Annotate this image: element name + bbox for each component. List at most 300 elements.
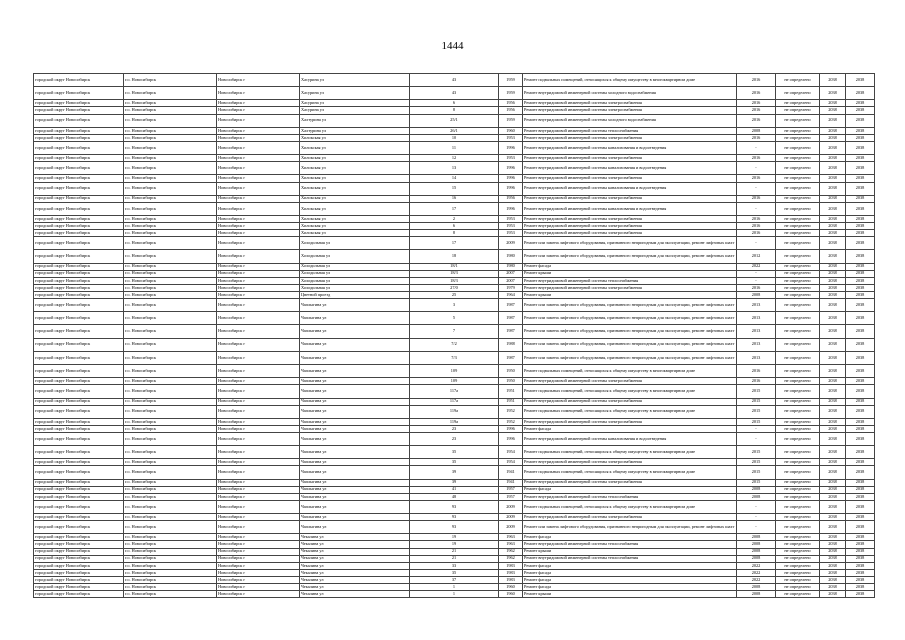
house-number-cell: 25/1: [410, 114, 499, 127]
cost-cell: не определено: [776, 432, 820, 445]
street-cell: Хасурина ул: [300, 100, 410, 107]
city-district-cell: г.о. Новосибирск: [124, 405, 217, 418]
street-cell: Чекалина ул: [300, 548, 410, 555]
settlement-cell: Новосибирск г: [217, 230, 300, 237]
street-cell: Хилокская ул: [300, 175, 410, 182]
plan-end-cell: 2038: [846, 534, 875, 541]
street-cell: Чаплыгина ул: [300, 514, 410, 521]
house-number-cell: 21: [410, 555, 499, 562]
cost-cell: не определено: [776, 500, 820, 513]
plan-start-cell: 2038: [820, 425, 846, 432]
street-cell: Чаплыгина ул: [300, 378, 410, 385]
cost-cell: не определено: [776, 562, 820, 569]
cost-cell: не определено: [776, 555, 820, 562]
last-repair-year-cell: 2016: [737, 134, 776, 141]
plan-start-cell: 2038: [820, 432, 846, 445]
year-built-cell: 1996: [499, 175, 523, 182]
municipality-cell: городской округ Новосибирск: [34, 576, 124, 583]
plan-start-cell: 2038: [820, 576, 846, 583]
house-number-cell: 39: [410, 466, 499, 479]
plan-end-cell: 2038: [846, 325, 875, 338]
plan-end-cell: 2038: [846, 398, 875, 405]
last-repair-year-cell: 2008: [737, 548, 776, 555]
table-row: [34, 114, 875, 127]
municipality-cell: городской округ Новосибирск: [34, 292, 124, 299]
plan-end-cell: 2038: [846, 425, 875, 432]
table-row: [34, 223, 875, 230]
work-type-cell: Ремонт подвальных помещений, относящихся к общему имуществу в многоквартирном доме: [523, 466, 737, 479]
city-district-cell: г.о. Новосибирск: [124, 292, 217, 299]
settlement-cell: Новосибирск г: [217, 237, 300, 250]
municipality-cell: городской округ Новосибирск: [34, 230, 124, 237]
house-number-cell: 23: [410, 432, 499, 445]
work-type-cell: Ремонт крыши: [523, 548, 737, 555]
street-cell: Чекалина ул: [300, 541, 410, 548]
last-repair-year-cell: 2016: [737, 175, 776, 182]
house-number-cell: 8: [410, 107, 499, 114]
municipality-cell: городской округ Новосибирск: [34, 74, 124, 87]
last-repair-year-cell: 2015: [737, 479, 776, 486]
year-built-cell: 1956: [499, 100, 523, 107]
street-cell: Чаплыгина ул: [300, 432, 410, 445]
settlement-cell: Новосибирск г: [217, 74, 300, 87]
city-district-cell: г.о. Новосибирск: [124, 446, 217, 459]
plan-end-cell: 2038: [846, 87, 875, 100]
cost-cell: не определено: [776, 514, 820, 521]
settlement-cell: Новосибирск г: [217, 263, 300, 270]
street-cell: Хилокская ул: [300, 182, 410, 195]
table-row: [34, 299, 875, 312]
plan-end-cell: 2038: [846, 569, 875, 576]
street-cell: Чекалина ул: [300, 576, 410, 583]
table-row: [34, 569, 875, 576]
street-cell: Холодильная ул: [300, 277, 410, 284]
cost-cell: не определено: [776, 141, 820, 154]
settlement-cell: Новосибирск г: [217, 576, 300, 583]
plan-start-cell: 2038: [820, 365, 846, 378]
last-repair-year-cell: -: [737, 270, 776, 277]
year-built-cell: 1979: [499, 284, 523, 291]
plan-start-cell: 2038: [820, 237, 846, 250]
settlement-cell: Новосибирск г: [217, 134, 300, 141]
cost-cell: не определено: [776, 398, 820, 405]
street-cell: Хилокская ул: [300, 215, 410, 222]
table-row: [34, 292, 875, 299]
settlement-cell: Новосибирск г: [217, 182, 300, 195]
table-row: [34, 215, 875, 222]
work-type-cell: Ремонт подвальных помещений, относящихся к общему имуществу в многоквартирном доме: [523, 74, 737, 87]
house-number-cell: 35: [410, 569, 499, 576]
settlement-cell: Новосибирск г: [217, 486, 300, 493]
plan-end-cell: 2038: [846, 230, 875, 237]
plan-start-cell: 2038: [820, 541, 846, 548]
city-district-cell: г.о. Новосибирск: [124, 459, 217, 466]
city-district-cell: г.о. Новосибирск: [124, 534, 217, 541]
city-district-cell: г.о. Новосибирск: [124, 202, 217, 215]
house-number-cell: 35: [410, 446, 499, 459]
cost-cell: не определено: [776, 591, 820, 598]
last-repair-year-cell: -: [737, 425, 776, 432]
last-repair-year-cell: 2016: [737, 87, 776, 100]
year-built-cell: 2009: [499, 237, 523, 250]
municipality-cell: городской округ Новосибирск: [34, 459, 124, 466]
city-district-cell: г.о. Новосибирск: [124, 562, 217, 569]
work-type-cell: Ремонт внутридомовой инженерной системы электроснабжения: [523, 134, 737, 141]
municipality-cell: городской округ Новосибирск: [34, 127, 124, 134]
plan-start-cell: 2038: [820, 493, 846, 500]
plan-end-cell: 2038: [846, 100, 875, 107]
municipality-cell: городской округ Новосибирск: [34, 114, 124, 127]
work-type-cell: Ремонт внутридомовой инженерной системы электроснабжения: [523, 459, 737, 466]
settlement-cell: Новосибирск г: [217, 292, 300, 299]
cost-cell: не определено: [776, 202, 820, 215]
municipality-cell: городской округ Новосибирск: [34, 466, 124, 479]
last-repair-year-cell: 2013: [737, 325, 776, 338]
settlement-cell: Новосибирск г: [217, 195, 300, 202]
cost-cell: не определено: [776, 107, 820, 114]
work-type-cell: Ремонт внутридомовой инженерной системы канализования и водоотведения: [523, 162, 737, 175]
year-built-cell: 1980: [499, 250, 523, 263]
work-type-cell: Ремонт внутридомовой инженерной системы канализования и водоотведения: [523, 182, 737, 195]
house-number-cell: 117а: [410, 385, 499, 398]
last-repair-year-cell: -: [737, 521, 776, 534]
last-repair-year-cell: 2016: [737, 284, 776, 291]
last-repair-year-cell: 2008: [737, 486, 776, 493]
street-cell: Холодильная ул: [300, 263, 410, 270]
table-row: [34, 237, 875, 250]
plan-start-cell: 2038: [820, 74, 846, 87]
plan-end-cell: 2038: [846, 351, 875, 364]
settlement-cell: Новосибирск г: [217, 562, 300, 569]
house-number-cell: 33: [410, 562, 499, 569]
table-row: [34, 338, 875, 351]
municipality-cell: городской округ Новосибирск: [34, 155, 124, 162]
settlement-cell: Новосибирск г: [217, 141, 300, 154]
year-built-cell: 2007: [499, 277, 523, 284]
cost-cell: не определено: [776, 100, 820, 107]
plan-end-cell: 2038: [846, 127, 875, 134]
city-district-cell: г.о. Новосибирск: [124, 418, 217, 425]
last-repair-year-cell: 2008: [737, 493, 776, 500]
last-repair-year-cell: -: [737, 277, 776, 284]
street-cell: Холодильная ул: [300, 284, 410, 291]
street-cell: Чаплыгина ул: [300, 425, 410, 432]
year-built-cell: 2009: [499, 521, 523, 534]
plan-end-cell: 2038: [846, 141, 875, 154]
plan-start-cell: 2038: [820, 162, 846, 175]
settlement-cell: Новосибирск г: [217, 250, 300, 263]
house-number-cell: 119а: [410, 405, 499, 418]
city-district-cell: г.о. Новосибирск: [124, 555, 217, 562]
street-cell: Чаплыгина ул: [300, 312, 410, 325]
plan-start-cell: 2038: [820, 127, 846, 134]
work-type-cell: Ремонт или замена лифтового оборудования, признанного непригодным для эксплуатации, ремонт лифтовых шахт: [523, 312, 737, 325]
plan-end-cell: 2038: [846, 312, 875, 325]
city-district-cell: г.о. Новосибирск: [124, 432, 217, 445]
plan-start-cell: 2038: [820, 385, 846, 398]
house-number-cell: 7/3: [410, 351, 499, 364]
cost-cell: не определено: [776, 155, 820, 162]
work-type-cell: Ремонт внутридомовой инженерной системы канализования и водоотведения: [523, 432, 737, 445]
last-repair-year-cell: 2008: [737, 584, 776, 591]
table-row: [34, 446, 875, 459]
work-type-cell: Ремонт внутридомовой инженерной системы электроснабжения: [523, 155, 737, 162]
work-type-cell: Ремонт фасада: [523, 486, 737, 493]
last-repair-year-cell: 2016: [737, 155, 776, 162]
city-district-cell: г.о. Новосибирск: [124, 541, 217, 548]
settlement-cell: Новосибирск г: [217, 385, 300, 398]
municipality-cell: городской округ Новосибирск: [34, 182, 124, 195]
cost-cell: не определено: [776, 162, 820, 175]
house-number-cell: 17: [410, 237, 499, 250]
table-row: [34, 555, 875, 562]
house-number-cell: 15: [410, 182, 499, 195]
table-row: [34, 365, 875, 378]
city-district-cell: г.о. Новосибирск: [124, 230, 217, 237]
work-type-cell: Ремонт внутридомовой инженерной системы электроснабжения: [523, 284, 737, 291]
street-cell: Хилокская ул: [300, 155, 410, 162]
last-repair-year-cell: -: [737, 500, 776, 513]
plan-end-cell: 2038: [846, 446, 875, 459]
table-row: [34, 548, 875, 555]
year-built-cell: 1953: [499, 223, 523, 230]
settlement-cell: Новосибирск г: [217, 162, 300, 175]
municipality-cell: городской округ Новосибирск: [34, 569, 124, 576]
table-row: [34, 134, 875, 141]
settlement-cell: Новосибирск г: [217, 569, 300, 576]
last-repair-year-cell: -: [737, 432, 776, 445]
year-built-cell: 1952: [499, 405, 523, 418]
city-district-cell: г.о. Новосибирск: [124, 215, 217, 222]
work-type-cell: Ремонт или замена лифтового оборудования, признанного непригодным для эксплуатации, ремонт лифтовых шахт: [523, 351, 737, 364]
table-row: [34, 541, 875, 548]
plan-start-cell: 2038: [820, 514, 846, 521]
work-type-cell: Ремонт внутридомовой инженерной системы канализования и водоотведения: [523, 202, 737, 215]
last-repair-year-cell: 2016: [737, 114, 776, 127]
house-number-cell: 7/2: [410, 338, 499, 351]
plan-end-cell: 2038: [846, 338, 875, 351]
cost-cell: не определено: [776, 325, 820, 338]
last-repair-year-cell: 2016: [737, 378, 776, 385]
street-cell: Чекалина ул: [300, 562, 410, 569]
settlement-cell: Новосибирск г: [217, 100, 300, 107]
plan-start-cell: 2038: [820, 107, 846, 114]
city-district-cell: г.о. Новосибирск: [124, 466, 217, 479]
city-district-cell: г.о. Новосибирск: [124, 195, 217, 202]
year-built-cell: 1957: [499, 493, 523, 500]
cost-cell: не определено: [776, 351, 820, 364]
last-repair-year-cell: 2022: [737, 263, 776, 270]
year-built-cell: 1959: [499, 74, 523, 87]
street-cell: Чаплыгина ул: [300, 521, 410, 534]
street-cell: Чаплыгина ул: [300, 493, 410, 500]
plan-end-cell: 2038: [846, 299, 875, 312]
last-repair-year-cell: 2016: [737, 215, 776, 222]
table-row: [34, 325, 875, 338]
municipality-cell: городской округ Новосибирск: [34, 425, 124, 432]
table-row: [34, 263, 875, 270]
table-row: [34, 100, 875, 107]
municipality-cell: городской округ Новосибирск: [34, 107, 124, 114]
last-repair-year-cell: 2015: [737, 446, 776, 459]
house-number-cell: 6: [410, 223, 499, 230]
plan-end-cell: 2038: [846, 541, 875, 548]
work-type-cell: Ремонт внутридомовой инженерной системы электроснабжения: [523, 378, 737, 385]
table-row: [34, 202, 875, 215]
city-district-cell: г.о. Новосибирск: [124, 479, 217, 486]
year-built-cell: 1953: [499, 155, 523, 162]
work-type-cell: Ремонт фасада: [523, 562, 737, 569]
work-type-cell: Ремонт внутридомовой инженерной системы канализования и водоотведения: [523, 141, 737, 154]
house-number-cell: 37: [410, 576, 499, 583]
street-cell: Чаплыгина ул: [300, 351, 410, 364]
cost-cell: не определено: [776, 405, 820, 418]
plan-start-cell: 2038: [820, 584, 846, 591]
house-number-cell: 3: [410, 299, 499, 312]
house-number-cell: 109: [410, 365, 499, 378]
work-type-cell: Ремонт или замена лифтового оборудования, признанного непригодным для эксплуатации, ремонт лифтовых шахт: [523, 338, 737, 351]
street-cell: Холодильная ул: [300, 270, 410, 277]
house-number-cell: 19: [410, 534, 499, 541]
work-type-cell: Ремонт внутридомовой инженерной системы теплоснабжения: [523, 493, 737, 500]
municipality-cell: городской округ Новосибирск: [34, 405, 124, 418]
house-number-cell: 27/0: [410, 284, 499, 291]
year-built-cell: 1941: [499, 479, 523, 486]
plan-start-cell: 2038: [820, 534, 846, 541]
municipality-cell: городской округ Новосибирск: [34, 486, 124, 493]
work-type-cell: Ремонт фасада: [523, 263, 737, 270]
plan-start-cell: 2038: [820, 223, 846, 230]
last-repair-year-cell: 2016: [737, 195, 776, 202]
plan-start-cell: 2038: [820, 418, 846, 425]
city-district-cell: г.о. Новосибирск: [124, 237, 217, 250]
settlement-cell: Новосибирск г: [217, 398, 300, 405]
settlement-cell: Новосибирск г: [217, 284, 300, 291]
plan-start-cell: 2038: [820, 134, 846, 141]
table-row: [34, 74, 875, 87]
cost-cell: не определено: [776, 87, 820, 100]
city-district-cell: г.о. Новосибирск: [124, 500, 217, 513]
street-cell: Хилокская ул: [300, 195, 410, 202]
table-row: [34, 195, 875, 202]
work-type-cell: Ремонт подвальных помещений, относящихся к общему имуществу в многоквартирном доме: [523, 446, 737, 459]
plan-end-cell: 2038: [846, 277, 875, 284]
plan-start-cell: 2038: [820, 299, 846, 312]
cost-cell: не определено: [776, 576, 820, 583]
municipality-cell: городской округ Новосибирск: [34, 338, 124, 351]
table-row: [34, 459, 875, 466]
settlement-cell: Новосибирск г: [217, 114, 300, 127]
plan-end-cell: 2038: [846, 250, 875, 263]
cost-cell: не определено: [776, 385, 820, 398]
last-repair-year-cell: 2008: [737, 534, 776, 541]
plan-start-cell: 2038: [820, 155, 846, 162]
plan-end-cell: 2038: [846, 576, 875, 583]
house-number-cell: 18/1: [410, 263, 499, 270]
municipality-cell: городской округ Новосибирск: [34, 223, 124, 230]
street-cell: Чаплыгина ул: [300, 418, 410, 425]
settlement-cell: Новосибирск г: [217, 500, 300, 513]
street-cell: Чаплыгина ул: [300, 486, 410, 493]
settlement-cell: Новосибирск г: [217, 365, 300, 378]
municipality-cell: городской округ Новосибирск: [34, 100, 124, 107]
municipality-cell: городской округ Новосибирск: [34, 562, 124, 569]
year-built-cell: 1960: [499, 591, 523, 598]
street-cell: Хилокская ул: [300, 202, 410, 215]
last-repair-year-cell: 2008: [737, 292, 776, 299]
table-row: [34, 230, 875, 237]
city-district-cell: г.о. Новосибирск: [124, 107, 217, 114]
municipality-cell: городской округ Новосибирск: [34, 555, 124, 562]
house-number-cell: 6: [410, 100, 499, 107]
street-cell: Хилокская ул: [300, 223, 410, 230]
municipality-cell: городской округ Новосибирск: [34, 591, 124, 598]
work-type-cell: Ремонт крыши: [523, 270, 737, 277]
house-number-cell: 41: [410, 486, 499, 493]
table-row: [34, 398, 875, 405]
house-number-cell: 16: [410, 195, 499, 202]
work-type-cell: Ремонт подвальных помещений, относящихся к общему имуществу в многоквартирном доме: [523, 405, 737, 418]
plan-start-cell: 2038: [820, 398, 846, 405]
cost-cell: не определено: [776, 299, 820, 312]
cost-cell: не определено: [776, 215, 820, 222]
plan-start-cell: 2038: [820, 312, 846, 325]
settlement-cell: Новосибирск г: [217, 312, 300, 325]
settlement-cell: Новосибирск г: [217, 325, 300, 338]
cost-cell: не определено: [776, 127, 820, 134]
plan-start-cell: 2038: [820, 466, 846, 479]
plan-end-cell: 2038: [846, 493, 875, 500]
table-row: [34, 562, 875, 569]
work-type-cell: Ремонт внутридомовой инженерной системы электроснабжения: [523, 107, 737, 114]
street-cell: Чаплыгина ул: [300, 325, 410, 338]
table-row: [34, 351, 875, 364]
plan-end-cell: 2038: [846, 270, 875, 277]
city-district-cell: г.о. Новосибирск: [124, 365, 217, 378]
plan-start-cell: 2038: [820, 555, 846, 562]
municipality-cell: городской округ Новосибирск: [34, 479, 124, 486]
cost-cell: не определено: [776, 74, 820, 87]
street-cell: Чаплыгина ул: [300, 338, 410, 351]
street-cell: Цветной проезд: [300, 292, 410, 299]
work-type-cell: Ремонт внутридомовой инженерной системы теплоснабжения: [523, 127, 737, 134]
city-district-cell: г.о. Новосибирск: [124, 127, 217, 134]
plan-start-cell: 2038: [820, 87, 846, 100]
plan-end-cell: 2038: [846, 405, 875, 418]
settlement-cell: Новосибирск г: [217, 215, 300, 222]
street-cell: Чекалина ул: [300, 584, 410, 591]
plan-end-cell: 2038: [846, 378, 875, 385]
table-row: [34, 500, 875, 513]
plan-start-cell: 2038: [820, 486, 846, 493]
cost-cell: не определено: [776, 312, 820, 325]
table-row: [34, 162, 875, 175]
city-district-cell: г.о. Новосибирск: [124, 425, 217, 432]
year-built-cell: 1996: [499, 182, 523, 195]
plan-end-cell: 2038: [846, 223, 875, 230]
cost-cell: не определено: [776, 284, 820, 291]
city-district-cell: г.о. Новосибирск: [124, 114, 217, 127]
house-number-cell: 93: [410, 514, 499, 521]
plan-end-cell: 2038: [846, 74, 875, 87]
settlement-cell: Новосибирск г: [217, 493, 300, 500]
plan-start-cell: 2038: [820, 263, 846, 270]
city-district-cell: г.о. Новосибирск: [124, 182, 217, 195]
city-district-cell: г.о. Новосибирск: [124, 141, 217, 154]
city-district-cell: г.о. Новосибирск: [124, 385, 217, 398]
work-type-cell: Ремонт фасада: [523, 425, 737, 432]
year-built-cell: 1996: [499, 425, 523, 432]
